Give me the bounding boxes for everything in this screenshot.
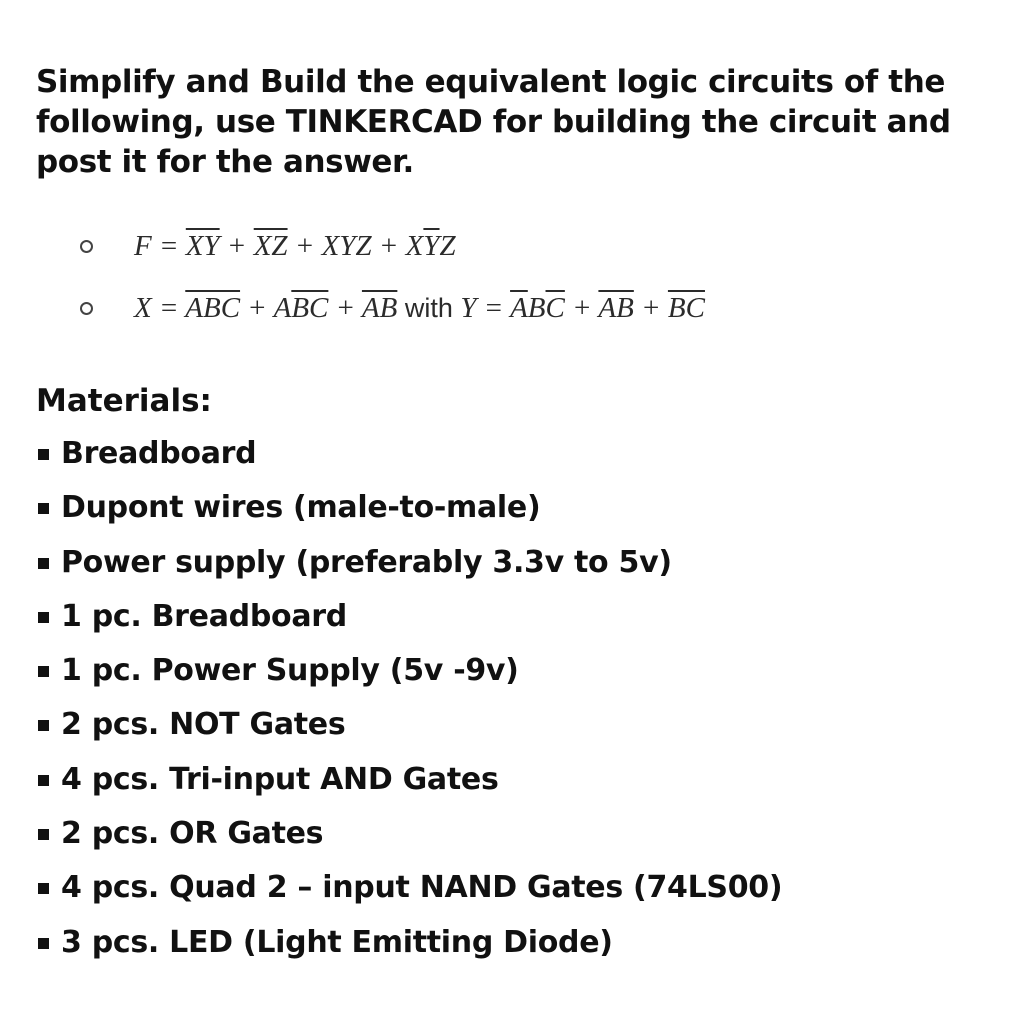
square-bullet-icon	[38, 720, 49, 731]
square-bullet-icon	[38, 612, 49, 623]
square-bullet-icon	[38, 883, 49, 894]
material-label: 3 pcs. LED (Light Emitting Diode)	[61, 924, 613, 960]
overlined-term: $\overline{C}$	[545, 292, 565, 324]
equation-term: X =	[134, 292, 186, 324]
list-item	[36, 814, 782, 868]
square-bullet-icon	[38, 449, 49, 460]
material-label: 1 pc. Breadboard	[61, 598, 347, 634]
equation-term: B	[527, 292, 546, 324]
equation-term: F =	[134, 230, 186, 262]
equation-f	[134, 226, 456, 266]
material-label: 2 pcs. NOT Gates	[61, 707, 346, 743]
overlined-term: $\overline{BC}$	[667, 292, 705, 324]
square-bullet-icon	[38, 666, 49, 677]
overlined-term: $\overline{Y}$	[423, 230, 440, 262]
overlined-term: $\overline{XY}$	[185, 230, 220, 262]
equation-x-y	[134, 288, 705, 328]
material-label: Power supply (preferably 3.3v to 5v)	[61, 544, 672, 580]
intro-text: Simplify and Build the equivalent logic circuits of the following, use TINKERCAD for building the circuit and post it for the answer.	[36, 64, 951, 180]
list-item	[36, 543, 782, 597]
square-bullet-icon	[38, 503, 49, 514]
material-label: 4 pcs. Quad 2 – input NAND Gates (74LS00)	[61, 870, 783, 906]
list-item	[36, 923, 782, 977]
overlined-term: $\overline{BC}$	[291, 292, 329, 324]
list-item	[36, 760, 782, 814]
equation-term: Y =	[460, 292, 511, 324]
equation-term: Z	[439, 230, 456, 262]
square-bullet-icon	[38, 938, 49, 949]
material-label: 1 pc. Power Supply (5v -9v)	[61, 653, 519, 689]
circle-bullet-icon	[80, 240, 93, 253]
equation-term: +	[564, 292, 599, 324]
equation-term: with	[397, 293, 461, 323]
overlined-term: $\overline{ABC}$	[185, 292, 241, 324]
square-bullet-icon	[38, 829, 49, 840]
material-label: Breadboard	[61, 436, 257, 471]
material-label: Dupont wires (male-to-male)	[61, 490, 541, 526]
overlined-term: $\overline{A}$	[510, 292, 528, 324]
materials-list	[36, 434, 782, 977]
equation-term: + XYZ + X	[287, 230, 424, 262]
equation-term: +	[219, 230, 254, 262]
overlined-term: $\overline{AB}$	[361, 292, 398, 324]
overlined-term: $\overline{AB}$	[598, 292, 634, 324]
list-item	[36, 488, 782, 542]
list-item	[36, 705, 782, 759]
list-item	[36, 868, 782, 922]
list-item	[36, 434, 782, 488]
material-label: 4 pcs. Tri-input AND Gates	[61, 761, 499, 797]
list-item	[36, 651, 782, 705]
materials-heading: Materials:	[36, 383, 212, 419]
equation-term: + A	[240, 292, 292, 324]
square-bullet-icon	[38, 558, 49, 569]
list-item	[36, 597, 782, 651]
square-bullet-icon	[38, 775, 49, 786]
equation-term: +	[328, 292, 362, 324]
equation-term: +	[633, 292, 668, 324]
overlined-term: $\overline{XZ}$	[253, 230, 288, 262]
circle-bullet-icon	[80, 302, 93, 315]
material-label: 2 pcs. OR Gates	[61, 816, 324, 852]
